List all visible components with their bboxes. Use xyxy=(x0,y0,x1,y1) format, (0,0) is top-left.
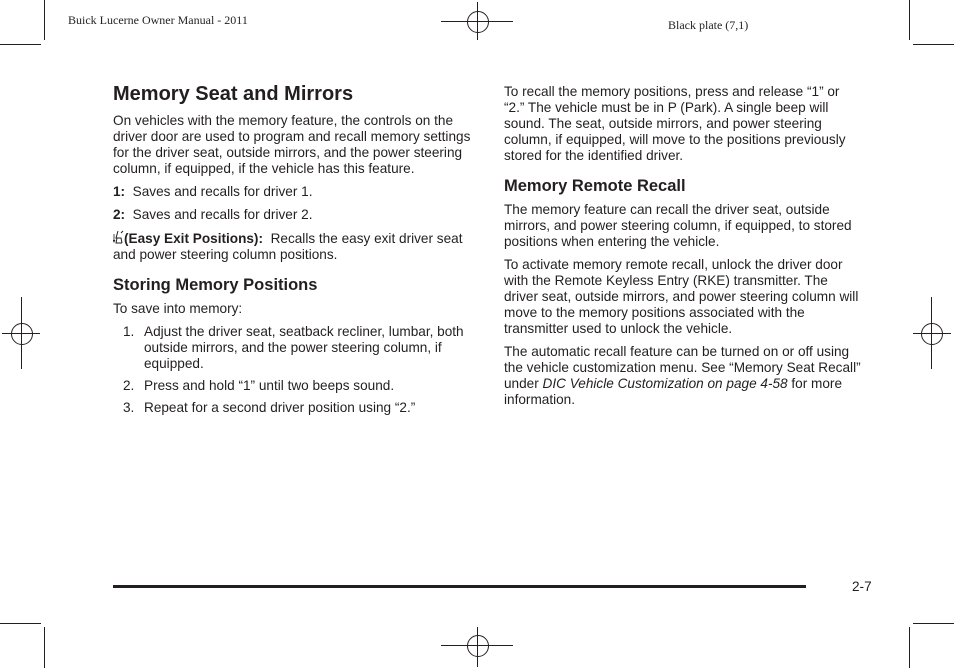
remote-paragraph-1: The memory feature can recall the driver seat, outside mirrors, and power steering column, if equipped, to stored positions when entering the vehicle. xyxy=(504,202,852,249)
manual-title: Buick Lucerne Owner Manual - 2011 xyxy=(68,13,248,27)
remote-paragraph-3: The automatic recall feature can be turned on or off using the vehicle customization menu. See “Memory Seat Recall” under DIC Vehicle Customization on page 4-58 for more information. xyxy=(504,344,861,407)
page-number: 2-7 xyxy=(852,579,872,594)
item-label: 2: xyxy=(113,207,126,222)
storing-steps xyxy=(113,324,473,416)
item-text: Saves and recalls for driver 2. xyxy=(132,207,313,222)
section-heading-storing: Storing Memory Positions xyxy=(113,276,318,294)
recall-paragraph: To recall the memory positions, press and release “1” or “2.” The vehicle must be in P (Park). A single beep will sound. The seat, outside mirrors, and power steering column, if equipped, will move to the positions previously stored for the identified driver. xyxy=(504,84,846,163)
item-text: Recalls the easy exit driver seat and power steering column positions. xyxy=(113,231,463,262)
crop-mark xyxy=(44,627,45,668)
item-driver-1 xyxy=(113,184,473,200)
section-heading-remote: Memory Remote Recall xyxy=(504,177,686,195)
crop-mark xyxy=(0,44,41,45)
list-item: 2. Press and hold “1” until two beeps sound. xyxy=(123,378,395,393)
item-text: Saves and recalls for driver 1. xyxy=(132,184,313,199)
plate-label: Black plate (7,1) xyxy=(668,18,749,32)
intro-paragraph: On vehicles with the memory feature, the controls on the driver door are used to program and recall memory settings for the driver seat, outside mirrors, and the power steering column, if equipped, if the vehicle has this feature. xyxy=(113,113,471,176)
list-item: 3. Repeat for a second driver position using “2.” xyxy=(123,400,416,415)
cross-reference-link[interactable]: DIC Vehicle Customization on page 4-58 xyxy=(542,376,788,391)
crop-mark xyxy=(913,44,954,45)
remote-paragraph-2: To activate memory remote recall, unlock the driver door with the Remote Keyless Entry (RKE) transmitter. The driver seat, outside mirrors, and power steering column will move to the memory positions associated with the transmitter used to unlock the vehicle. xyxy=(504,257,859,336)
easy-exit-seat-icon xyxy=(113,230,124,245)
item-label: (Easy Exit Positions): xyxy=(124,231,263,246)
item-label: 1: xyxy=(113,184,126,199)
crop-mark xyxy=(0,623,41,624)
right-column xyxy=(504,84,862,415)
storing-intro: To save into memory: xyxy=(113,301,243,316)
page-title: Memory Seat and Mirrors xyxy=(113,83,354,105)
crop-mark xyxy=(909,627,910,668)
crop-mark xyxy=(909,0,910,40)
footer-rule xyxy=(113,585,806,588)
item-easy-exit xyxy=(113,230,473,263)
crop-mark xyxy=(44,0,45,40)
list-item: 1. Adjust the driver seat, seatback recliner, lumbar, both outside mirrors, and the power steering column, if equipped. xyxy=(123,324,464,371)
item-driver-2 xyxy=(113,207,473,223)
left-column xyxy=(113,82,473,422)
crop-mark xyxy=(913,623,954,624)
